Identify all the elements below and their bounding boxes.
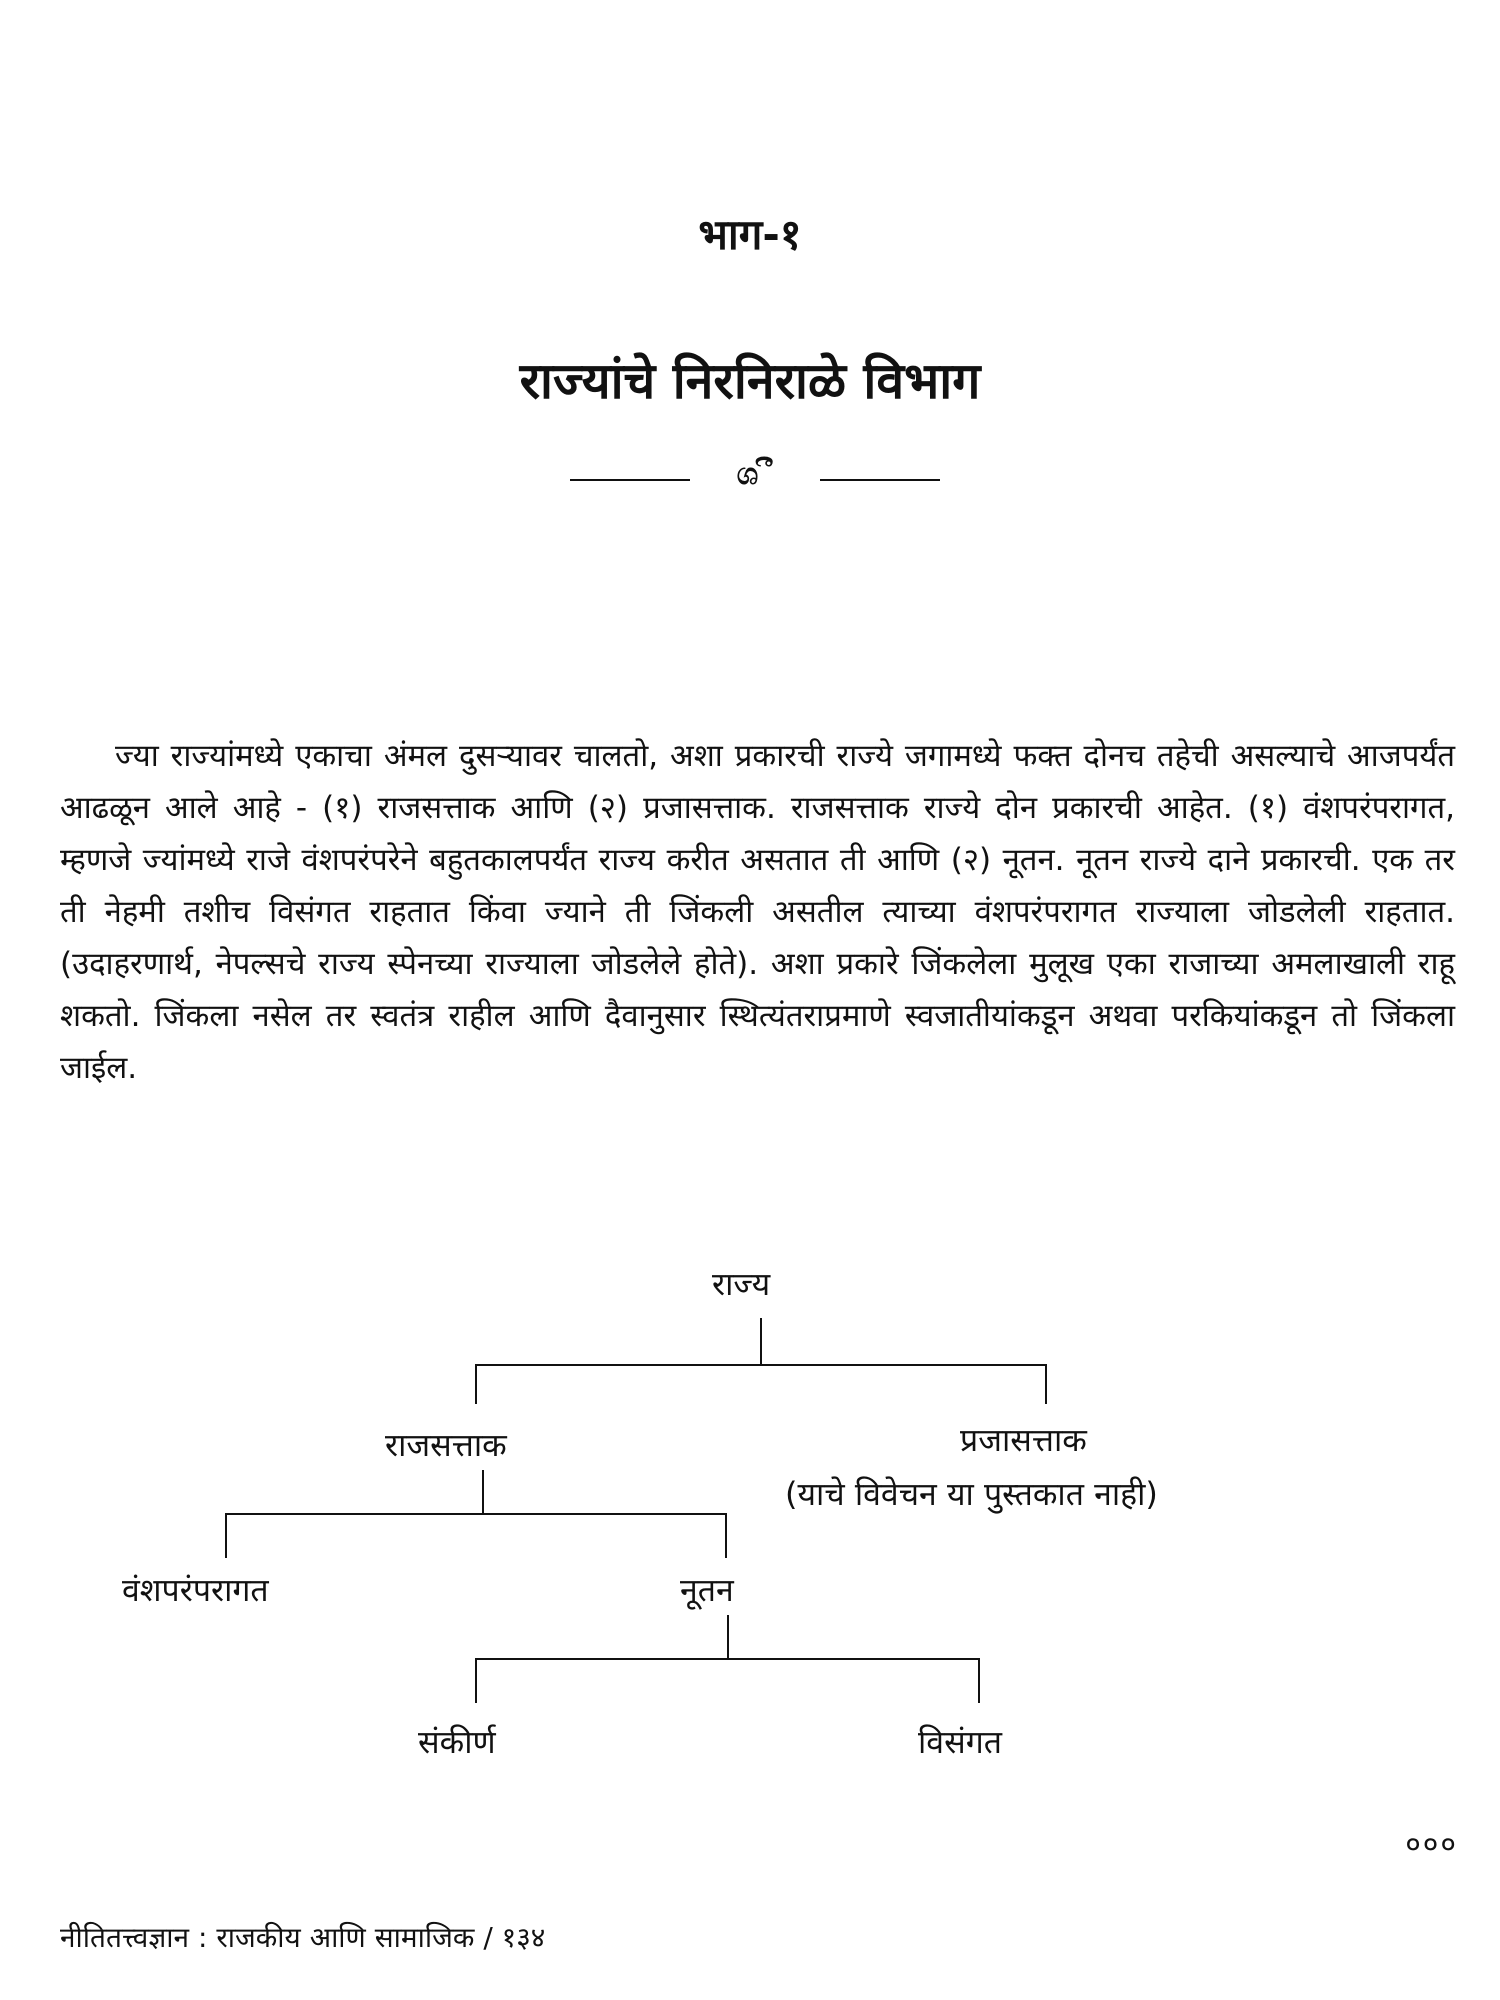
ornament-line-right	[820, 479, 940, 481]
part-heading: भाग-१	[698, 210, 802, 259]
ornament-line-left	[570, 479, 690, 481]
tree-connector	[475, 1364, 477, 1404]
tree-connector	[727, 1615, 729, 1660]
tree-node-mixed: संकीर्ण	[418, 1723, 496, 1761]
tree-node-hereditary: वंशपरंपरागत	[122, 1571, 269, 1609]
tree-node-republic: प्रजासत्ताक	[960, 1421, 1087, 1459]
body-paragraph: ज्या राज्यांमध्ये एकाचा अंमल दुसऱ्यावर चालतो, अशा प्रकारची राज्ये जगामध्ये फक्त दोनच तहेची असल्याचे आजपर्यंत आढळून आले आहे - (१) राजसत्ताक आणि (२) प्रजासत्ताक. राजसत्ताक राज्ये दोन प्रकारची आहेत. (१) वंशपरंपरागत, म्हणजे ज्यांमध्ये राजे वंशपरंपरेने बहुतकालपर्यंत राज्य करीत असतात ती आणि (२) नूतन. नूतन राज्ये दाने प्रकारची. एक तर ती नेहमी तशीच विसंगत राहतात किंवा ज्याने ती जिंकली असतील त्याच्या वंशपरंपरागत राज्याला जोडलेली राहतात. (उदाहरणार्थ, नेपल्सचे राज्य स्पेनच्या राज्याला जोडलेले होते). अशा प्रकारे जिंकलेला मुलूख एका राजाच्या अमलाखाली राहू शकतो. जिंकला नसेल तर स्वतंत्र राहील आणि दैवानुसार स्थित्यंतराप्रमाणे स्वजातीयांकडून अथवा परकियांकडून तो जिंकला जाईल.	[60, 738, 1455, 1086]
tree-node-new: नूतन	[680, 1571, 734, 1609]
tree-connector	[225, 1513, 227, 1558]
chapter-title: राज्यांचे निरनिराळे विभाग	[519, 352, 981, 410]
tree-connector	[475, 1364, 1047, 1366]
tree-node-monarchy: राजसत्ताक	[385, 1426, 507, 1464]
tree-connector	[760, 1318, 762, 1366]
tree-connector	[475, 1658, 980, 1660]
tree-node-republic-note: (याचे विवेचन या पुस्तकात नाही)	[785, 1475, 1158, 1513]
page-footer: नीतितत्त्वज्ञान : राजकीय आणि सामाजिक / १३४	[60, 1921, 546, 1954]
tree-node-inconsistent: विसंगत	[918, 1723, 1002, 1761]
section-end-mark: ०००	[1405, 1827, 1458, 1862]
tree-connector	[725, 1513, 727, 1558]
title-ornament	[570, 455, 940, 495]
tree-connector	[978, 1658, 980, 1703]
ornament-glyph: ශ ී	[736, 457, 774, 492]
tree-connector	[482, 1470, 484, 1515]
tree-node-root: राज्य	[712, 1265, 771, 1303]
tree-connector	[1045, 1364, 1047, 1404]
tree-connector	[475, 1658, 477, 1703]
tree-connector	[225, 1513, 727, 1515]
